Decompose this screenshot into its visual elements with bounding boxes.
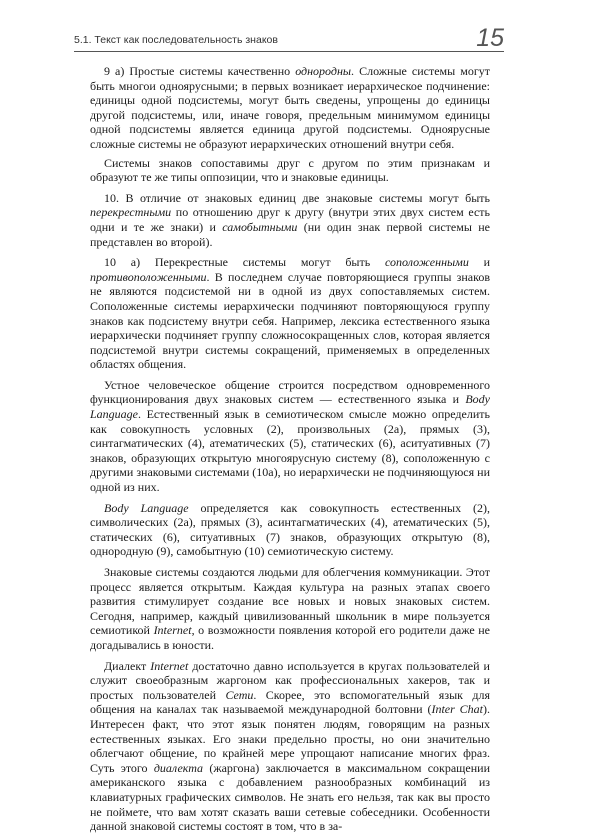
paragraph-10: 10. В отличие от знаковых единиц две знаковые системы могут быть перекрестными по отношению друг к другу (внутри этих двух систем есть одни и те же знаки) и самобытными (ни один знак первой системы не представлен во второй). [90, 190, 490, 249]
paragraph-9a: 9 а) Простые системы качественно однородны. Сложные системы могут быть многои одноярусными; в первых возникает иерархическое подчинение: единицы одной подсистемы, могут быть сведены, упрощены до единицы другой подсистемы, или, иначе говоря, предельным минимумом единицы одной подсистемы является единица другой подсистемы. Одноярусные сложные системы не образуют иерархических отношений внутри себя. [90, 64, 490, 151]
paragraph-comparison: Системы знаков сопоставимы друг с другом по этим признакам и образуют те же типы оппозиции, что и знаковые единицы. [90, 155, 490, 185]
paragraph-oral-communication: Устное человеческое общение строится посредством одновременного функционирования двух знаковых систем — естественного языка и Body Language. Естественный язык в семиотическом смысле можно определить как совокупность условных (2), произвольных (2а), прямых (3), синтагматических (4), атематических (5), статических (6), аситуативных (7) знаков, образующих открытую многоярусную систему (8), соположенную с другими знаковыми системами (10а), но иерархически не подчиняющуюся ни одной из них. [90, 377, 490, 495]
header-rule [74, 51, 504, 52]
paragraph-internet-dialect: Диалект Internet достаточно давно используется в кругах пользователей и служит своеобразным жаргоном как профессиональных хакеров, так и простых пользователей Сети. Скорее, это вспомогательный язык для общения на каналах так называемой международной болтовни (Inter Chat). Интересен факт, что этот язык понятен людям, говорящим на разных естественных языках. Его знаки предельно просты, но они значительно облегчают общение, по крайней мере упрощают написание многих фраз. Суть этого диалекта (жаргона) заключается в максимальном сокращении американского языка с добавлением разнообразных комбинаций из клавиатурных графических символов. Не знать его нельзя, так как вы просто не поймете, что вам хотят сказать ваши сетевые собеседники. Особенности данной знаковой системы состоят в том, что в за- [90, 658, 491, 834]
paragraph-body-language: Body Language определяется как совокупность естественных (2), символических (2а), прямых (3), асинтагматических (4), атематических (5), статических (6), ситуативных (7) знаков, образующих открытую (8), однородную (9), самобытную (10) семиотическую систему. [90, 500, 490, 559]
body-text [90, 64, 490, 838]
page-header [74, 22, 504, 56]
paragraph-10a: 10 а) Перекрестные системы могут быть соположенными и противоположенными. В последнем случае повторяющиеся группы знаков не являются подсистемой ни в одной из двух сопоставляемых систем. Соположенные системы иерархически подчиняют повторяющуюся группу знаков как подсистему внутри себя. Например, лексика естественного языка иерархически подчиняет группу сложносокращенных слов, которая является подсистемой внутри системы сокращений, применяемых в определенных областях общения. [90, 255, 491, 372]
running-head: 5.1. Текст как последовательность знаков [74, 34, 278, 46]
paragraph-sign-systems: Знаковые системы создаются людьми для облегчения коммуникации. Этот процесс является открытым. Каждая культура на разных этапах своего развития стимулирует создание все новых и новых знаковых систем. Сегодня, например, каждый цивилизованный школьник в мире пользуется семиотикой Internet, о возможности появления которой его родители даже не догадывались в юности. [90, 565, 490, 652]
page-number: 15 [476, 24, 504, 52]
